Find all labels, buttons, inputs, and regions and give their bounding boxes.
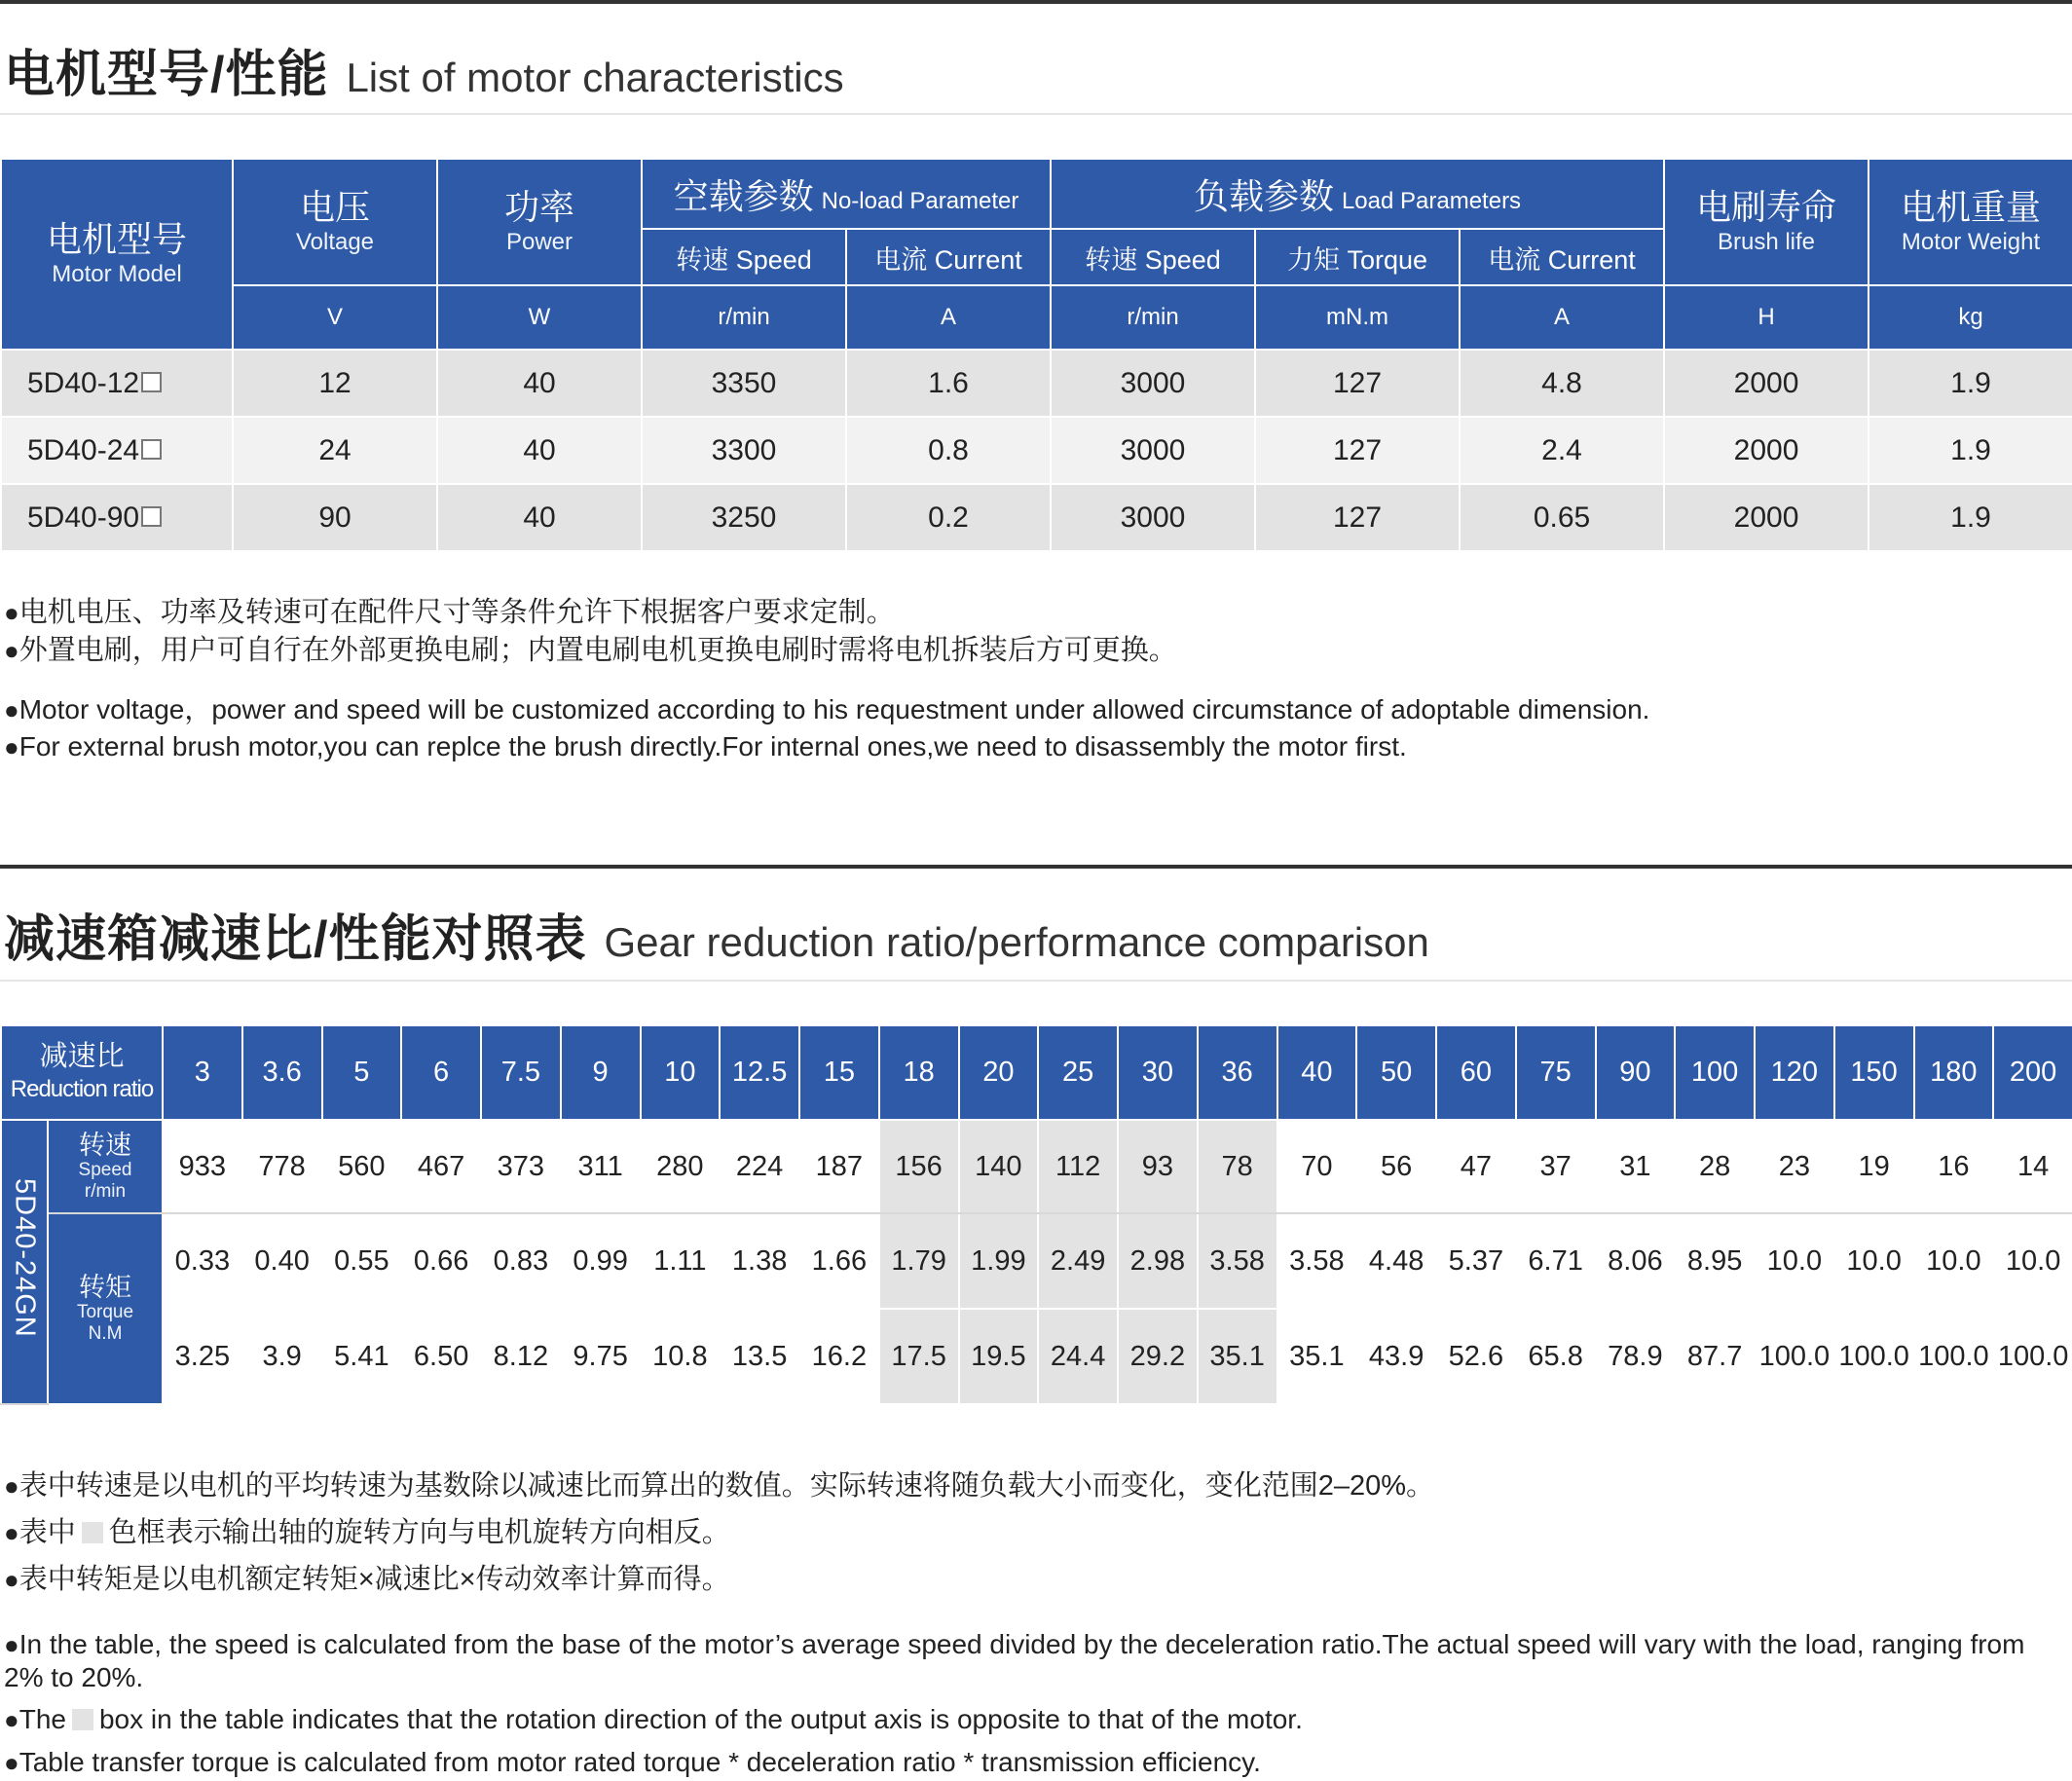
ratio-cell: 3.6	[242, 1025, 322, 1120]
torque-cell: 100.0	[1993, 1309, 2072, 1404]
speed-cell: 70	[1277, 1120, 1357, 1213]
speed-cell: 311	[561, 1120, 641, 1213]
ratio-cell: 18	[879, 1025, 959, 1120]
motor-voltage-cell: 24	[233, 417, 437, 484]
ratio-cell: 20	[959, 1025, 1039, 1120]
motor-weight-cell: 1.9	[1868, 484, 2072, 551]
torque-cell: 1.66	[799, 1213, 879, 1309]
torque-cell: 10.8	[641, 1309, 721, 1404]
speed-cell: 224	[720, 1120, 799, 1213]
ratio-cell: 10	[641, 1025, 721, 1120]
torque-cell: 10.0	[1993, 1213, 2072, 1309]
ratio-cell: 150	[1834, 1025, 1914, 1120]
ratio-label-cell	[1, 1025, 163, 1120]
motor-model-cell	[1, 417, 233, 484]
speed-cell: 31	[1596, 1120, 1676, 1213]
torque-cell: 10.0	[1755, 1213, 1834, 1309]
ratio-cell: 120	[1755, 1025, 1834, 1120]
speed-cell: 23	[1755, 1120, 1834, 1213]
ratio-cell: 36	[1198, 1025, 1277, 1120]
motor-load-speed-cell: 3000	[1051, 484, 1255, 551]
gear-note-en-2: ●The box in the table indicates that the rotation direction of the output axis is opposite to that of the motor.	[4, 1704, 1303, 1734]
motor-voltage-cell: 90	[233, 484, 437, 551]
motor-weight-cell: 1.9	[1868, 350, 2072, 417]
gear-note-en-1: ●In the table, the speed is calculated from the base of the motor’s average speed divided by the deceleration ratio.The actual speed will vary with the load, ranging from 2% to 20%.	[4, 1629, 2025, 1692]
torque-cell: 100.0	[1914, 1309, 1994, 1404]
motor-title-en: List of motor characteristics	[346, 55, 844, 100]
torque-cell: 8.12	[481, 1309, 561, 1404]
load-current-header: 电流 Current	[1460, 229, 1664, 285]
torque-label-zh: 转矩	[79, 1273, 131, 1302]
torque-row	[1, 1309, 2072, 1404]
top-rule	[0, 0, 2072, 4]
reverse-swatch	[82, 1522, 103, 1543]
speed-cell: 467	[401, 1120, 481, 1213]
speed-cell: 140	[959, 1120, 1039, 1213]
torque-cell: 24.4	[1038, 1309, 1118, 1404]
motor-load-current-cell: 2.4	[1460, 417, 1664, 484]
motor-model-text: 5D40-12	[27, 366, 140, 399]
gear-table-body	[1, 1025, 2072, 1404]
motor-note-en-2: ●For external brush motor,you can replce the brush directly.For internal ones,we need to disassembly the motor first.	[4, 730, 1407, 761]
torque-label-cell	[48, 1213, 163, 1404]
unit-voltage: V	[233, 285, 437, 350]
torque-cell: 0.40	[242, 1213, 322, 1309]
ratio-cell: 3	[163, 1025, 242, 1120]
gear-note-zh-1: ●表中转速是以电机的平均转速为基数除以减速比而算出的数值。实际转速将随负载大小而变化，变化范围2–20%。	[4, 1470, 1435, 1502]
col-model-header: 电机型号 Motor Model	[1, 159, 233, 350]
torque-cell: 8.06	[1596, 1213, 1676, 1309]
motor-brush-cell: 2000	[1664, 350, 1868, 417]
torque-cell: 5.37	[1436, 1213, 1516, 1309]
unit-brush: H	[1664, 285, 1868, 350]
speed-cell: 373	[481, 1120, 561, 1213]
gear-note-zh-2: ●表中 色框表示输出轴的旋转方向与电机旋转方向相反。	[4, 1517, 730, 1548]
motor-model-cell	[1, 484, 233, 551]
motor-notes-en	[4, 691, 2053, 765]
ratio-cell: 75	[1516, 1025, 1596, 1120]
torque-cell: 35.1	[1198, 1309, 1277, 1404]
noload-speed-header: 转速 Speed	[642, 229, 846, 285]
unit-load-speed: r/min	[1051, 285, 1255, 350]
torque-cell: 6.50	[401, 1309, 481, 1404]
motor-row	[1, 350, 2072, 417]
unit-noload-current: A	[846, 285, 1051, 350]
ratio-cell: 9	[561, 1025, 641, 1120]
unit-noload-speed: r/min	[642, 285, 846, 350]
motor-noload-current-cell: 0.2	[846, 484, 1051, 551]
torque-row	[1, 1213, 2072, 1309]
torque-cell: 0.66	[401, 1213, 481, 1309]
torque-cell: 2.49	[1038, 1213, 1118, 1309]
torque-cell: 0.33	[163, 1213, 242, 1309]
ratio-cell: 12.5	[720, 1025, 799, 1120]
motor-title-rule	[0, 113, 2072, 115]
torque-cell: 3.58	[1198, 1213, 1277, 1309]
speed-cell: 778	[242, 1120, 322, 1213]
gear-notes-zh	[4, 1463, 2053, 1603]
motor-brush-cell: 2000	[1664, 417, 1868, 484]
torque-cell: 6.71	[1516, 1213, 1596, 1309]
gear-title-en: Gear reduction ratio/performance comparison	[604, 919, 1429, 965]
motor-model-text: 5D40-90	[27, 501, 140, 534]
torque-label-en: Torque	[76, 1302, 134, 1322]
speed-cell: 280	[641, 1120, 721, 1213]
torque-cell: 3.9	[242, 1309, 322, 1404]
torque-cell: 1.99	[959, 1213, 1039, 1309]
torque-cell: 100.0	[1755, 1309, 1834, 1404]
speed-cell: 16	[1914, 1120, 1994, 1213]
motor-torque-cell: 127	[1255, 350, 1460, 417]
ratio-cell: 40	[1277, 1025, 1357, 1120]
torque-cell: 78.9	[1596, 1309, 1676, 1404]
motor-brush-cell: 2000	[1664, 484, 1868, 551]
speed-cell: 37	[1516, 1120, 1596, 1213]
speed-cell: 156	[879, 1120, 959, 1213]
torque-cell: 8.95	[1675, 1213, 1755, 1309]
ratio-cell: 6	[401, 1025, 481, 1120]
speed-label-zh: 转速	[79, 1131, 131, 1160]
ratio-cell: 7.5	[481, 1025, 561, 1120]
gear-note-zh-3: ●表中转矩是以电机额定转矩×减速比×传动效率计算而得。	[4, 1564, 730, 1595]
motor-power-cell: 40	[437, 417, 642, 484]
gear-ratio-table	[0, 1024, 2072, 1405]
torque-cell: 2.98	[1118, 1213, 1198, 1309]
ratio-cell: 180	[1914, 1025, 1994, 1120]
torque-cell: 0.99	[561, 1213, 641, 1309]
gear-title-rule	[0, 980, 2072, 982]
speed-cell: 19	[1834, 1120, 1914, 1213]
motor-note-zh-2: ●外置电刷，用户可自行在外部更换电刷；内置电刷电机更换电刷时需将电机拆装后方可更换。	[4, 635, 1177, 667]
motor-note-zh-1: ●电机电压、功率及转速可在配件尺寸等条件允许下根据客户要求定制。	[4, 597, 895, 628]
placeholder-box-icon	[141, 372, 162, 392]
torque-cell: 35.1	[1277, 1309, 1357, 1404]
ratio-cell: 200	[1993, 1025, 2072, 1120]
gear-section-title	[4, 898, 1429, 971]
unit-weight: kg	[1868, 285, 2072, 350]
unit-load-current: A	[1460, 285, 1664, 350]
motor-note-en-1: ●Motor voltage，power and speed will be customized according to his requestment under allowed circumstance of adoptable dimension.	[4, 694, 1650, 724]
torque-cell: 65.8	[1516, 1309, 1596, 1404]
torque-cell: 1.11	[641, 1213, 721, 1309]
torque-cell: 1.79	[879, 1213, 959, 1309]
gear-notes-en	[4, 1628, 2033, 1781]
load-speed-header: 转速 Speed	[1051, 229, 1255, 285]
motor-power-cell: 40	[437, 484, 642, 551]
placeholder-box-icon	[141, 506, 162, 527]
motor-power-cell: 40	[437, 350, 642, 417]
ratio-label-en: Reduction ratio	[10, 1075, 154, 1102]
motor-load-speed-cell: 3000	[1051, 417, 1255, 484]
motor-section-title	[4, 33, 844, 106]
torque-cell: 100.0	[1834, 1309, 1914, 1404]
motor-model-text: 5D40-24	[27, 433, 140, 466]
torque-cell: 4.48	[1356, 1213, 1436, 1309]
motor-title-zh: 电机型号/性能	[4, 47, 329, 103]
speed-label-en: Speed	[78, 1160, 132, 1180]
ratio-cell: 50	[1356, 1025, 1436, 1120]
motor-torque-cell: 127	[1255, 417, 1460, 484]
torque-cell: 0.83	[481, 1213, 561, 1309]
motor-noload-current-cell: 0.8	[846, 417, 1051, 484]
speed-cell: 112	[1038, 1120, 1118, 1213]
torque-cell: 1.38	[720, 1213, 799, 1309]
torque-cell: 17.5	[879, 1309, 959, 1404]
placeholder-box-icon	[141, 439, 162, 460]
speed-cell: 93	[1118, 1120, 1198, 1213]
ratio-cell: 60	[1436, 1025, 1516, 1120]
speed-row	[1, 1120, 2072, 1213]
ratio-cell: 90	[1596, 1025, 1676, 1120]
speed-cell: 47	[1436, 1120, 1516, 1213]
motor-row	[1, 417, 2072, 484]
torque-cell: 5.41	[322, 1309, 402, 1404]
torque-cell: 9.75	[561, 1309, 641, 1404]
unit-load-torque: mN.m	[1255, 285, 1460, 350]
gear-section-rule	[0, 865, 2072, 869]
motor-load-speed-cell: 3000	[1051, 350, 1255, 417]
unit-power: W	[437, 285, 642, 350]
speed-label-unit: r/min	[84, 1181, 127, 1202]
torque-cell: 10.0	[1914, 1213, 1994, 1309]
speed-cell: 56	[1356, 1120, 1436, 1213]
motor-weight-cell: 1.9	[1868, 417, 2072, 484]
gear-model-cell	[1, 1120, 48, 1404]
torque-label-unit: N.M	[88, 1323, 123, 1344]
noload-current-header: 电流 Current	[846, 229, 1051, 285]
ratio-cell: 15	[799, 1025, 879, 1120]
speed-label-cell	[48, 1120, 163, 1213]
ratio-cell: 5	[322, 1025, 402, 1120]
speed-cell: 14	[1993, 1120, 2072, 1213]
gear-title-zh: 减速箱减速比/性能对照表	[4, 911, 587, 968]
col-voltage-header: 电压 Voltage	[233, 159, 437, 285]
motor-voltage-cell: 12	[233, 350, 437, 417]
ratio-label-zh: 减速比	[39, 1040, 125, 1072]
motor-noload-current-cell: 1.6	[846, 350, 1051, 417]
torque-cell: 87.7	[1675, 1309, 1755, 1404]
torque-cell: 52.6	[1436, 1309, 1516, 1404]
torque-cell: 0.55	[322, 1213, 402, 1309]
motor-noload-speed-cell: 3250	[642, 484, 846, 551]
ratio-cell: 100	[1675, 1025, 1755, 1120]
motor-noload-speed-cell: 3350	[642, 350, 846, 417]
torque-cell: 43.9	[1356, 1309, 1436, 1404]
col-weight-header: 电机重量 Motor Weight	[1868, 159, 2072, 285]
ratio-cell: 30	[1118, 1025, 1198, 1120]
noload-group-header: 空载参数 No-load Parameter	[642, 159, 1051, 229]
speed-cell: 560	[322, 1120, 402, 1213]
speed-cell: 28	[1675, 1120, 1755, 1213]
col-brush-header: 电刷寿命 Brush life	[1664, 159, 1868, 285]
torque-cell: 29.2	[1118, 1309, 1198, 1404]
load-torque-header: 力矩 Torque	[1255, 229, 1460, 285]
motor-torque-cell: 127	[1255, 484, 1460, 551]
gear-model-text: 5D40-24GN	[9, 1178, 41, 1338]
motor-row	[1, 484, 2072, 551]
ratio-cell: 25	[1038, 1025, 1118, 1120]
motor-load-current-cell: 0.65	[1460, 484, 1664, 551]
reverse-swatch-en	[72, 1709, 93, 1730]
torque-cell: 13.5	[720, 1309, 799, 1404]
col-power-header: 功率 Power	[437, 159, 642, 285]
speed-cell: 78	[1198, 1120, 1277, 1213]
ratio-header-row	[1, 1025, 2072, 1120]
speed-cell: 187	[799, 1120, 879, 1213]
motor-characteristics-table	[0, 158, 2072, 552]
speed-cell: 933	[163, 1120, 242, 1213]
torque-cell: 19.5	[959, 1309, 1039, 1404]
load-group-header: 负载参数 Load Parameters	[1051, 159, 1664, 229]
motor-load-current-cell: 4.8	[1460, 350, 1664, 417]
motor-model-cell	[1, 350, 233, 417]
motor-noload-speed-cell: 3300	[642, 417, 846, 484]
torque-cell: 16.2	[799, 1309, 879, 1404]
torque-cell: 3.58	[1277, 1213, 1357, 1309]
gear-note-en-3: ●Table transfer torque is calculated from motor rated torque * deceleration ratio * transmission efficiency.	[4, 1747, 1261, 1777]
motor-notes-zh	[4, 594, 2053, 670]
torque-cell: 3.25	[163, 1309, 242, 1404]
motor-table-body	[1, 350, 2072, 551]
torque-cell: 10.0	[1834, 1213, 1914, 1309]
